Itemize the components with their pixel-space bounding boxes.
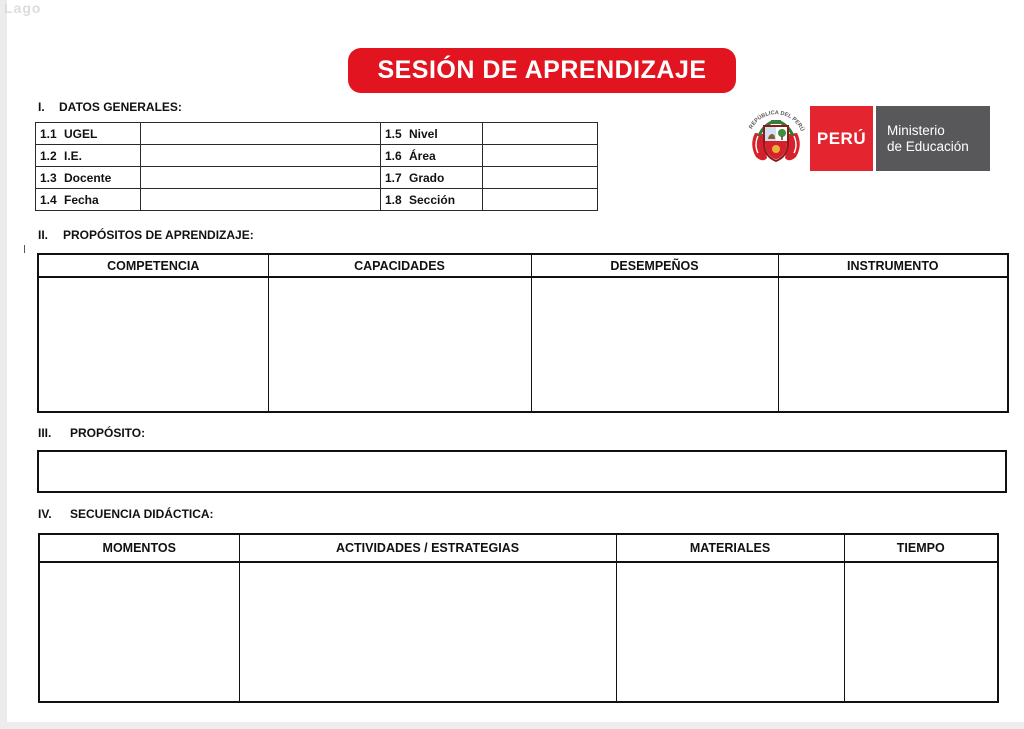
section-1-numeral: I. <box>38 100 45 114</box>
field-value-grado[interactable] <box>483 167 598 189</box>
field-label-area: 1.6 Área <box>381 145 483 167</box>
section-2-numeral: II. <box>38 228 49 242</box>
ministry-line-2: de Educación <box>887 138 969 154</box>
table-row <box>39 562 998 702</box>
cell-capacidades[interactable] <box>268 277 531 412</box>
section-2-heading <box>38 228 254 242</box>
field-value-fecha[interactable] <box>141 189 381 211</box>
svg-text:REPÚBLICA DEL PERÚ: REPÚBLICA DEL PERÚ <box>748 110 805 133</box>
section-4-numeral: IV. <box>38 507 52 521</box>
header-competencia: COMPETENCIA <box>38 254 268 277</box>
section-1-heading <box>38 100 182 114</box>
watermark-text: Lago <box>4 0 42 16</box>
header-materiales: MATERIALES <box>616 534 844 562</box>
text-cursor-artifact <box>24 245 25 253</box>
cell-competencia[interactable] <box>38 277 268 412</box>
datos-generales-table <box>35 122 598 211</box>
title-banner <box>348 48 736 93</box>
cell-actividades[interactable] <box>239 562 616 702</box>
table-row <box>38 277 1008 412</box>
field-value-ie[interactable] <box>141 145 381 167</box>
section-3-numeral: III. <box>38 426 52 440</box>
table-row <box>36 189 598 211</box>
table-row <box>36 123 598 145</box>
header-instrumento: INSTRUMENTO <box>778 254 1008 277</box>
field-label-ugel: 1.1 UGEL <box>36 123 141 145</box>
cell-desempenos[interactable] <box>531 277 778 412</box>
section-2-title: PROPÓSITOS DE APRENDIZAJE: <box>63 228 254 242</box>
header-capacidades: CAPACIDADES <box>268 254 531 277</box>
field-value-seccion[interactable] <box>483 189 598 211</box>
cell-materiales[interactable] <box>616 562 844 702</box>
ministry-line-1: Ministerio <box>887 122 945 138</box>
field-label-grado: 1.7 Grado <box>381 167 483 189</box>
propositos-table <box>37 253 1009 413</box>
cell-instrumento[interactable] <box>778 277 1008 412</box>
ministry-logo-box <box>876 106 990 171</box>
header-actividades: ACTIVIDADES / ESTRATEGIAS <box>239 534 616 562</box>
field-value-nivel[interactable] <box>483 123 598 145</box>
field-label-nivel: 1.5 Nivel <box>381 123 483 145</box>
field-label-fecha: 1.4 Fecha <box>36 189 141 211</box>
field-label-docente: 1.3 Docente <box>36 167 141 189</box>
page-edge-bottom <box>0 722 1024 729</box>
page-edge-left <box>0 0 7 729</box>
section-3-heading <box>38 426 145 440</box>
header-tiempo: TIEMPO <box>844 534 998 562</box>
field-value-docente[interactable] <box>141 167 381 189</box>
cell-tiempo[interactable] <box>844 562 998 702</box>
field-label-seccion: 1.8 Sección <box>381 189 483 211</box>
secuencia-table <box>38 533 999 703</box>
table-header-row <box>38 254 1008 277</box>
cell-momentos[interactable] <box>39 562 239 702</box>
field-label-ie: 1.2 I.E. <box>36 145 141 167</box>
header-momentos: MOMENTOS <box>39 534 239 562</box>
peru-coat-of-arms-icon <box>746 103 806 173</box>
proposito-box[interactable] <box>37 450 1007 493</box>
section-4-title: SECUENCIA DIDÁCTICA: <box>70 507 214 521</box>
section-4-heading <box>38 507 214 521</box>
field-value-ugel[interactable] <box>141 123 381 145</box>
field-value-area[interactable] <box>483 145 598 167</box>
table-row <box>36 167 598 189</box>
page-title: SESIÓN DE APRENDIZAJE <box>377 56 707 84</box>
peru-logo-text: PERÚ <box>816 128 867 148</box>
table-row <box>36 145 598 167</box>
peru-logo-red-box <box>810 106 873 171</box>
header-desempenos: DESEMPEÑOS <box>531 254 778 277</box>
section-3-title: PROPÓSITO: <box>70 426 146 440</box>
section-1-title: DATOS GENERALES: <box>59 100 182 114</box>
table-header-row <box>39 534 998 562</box>
